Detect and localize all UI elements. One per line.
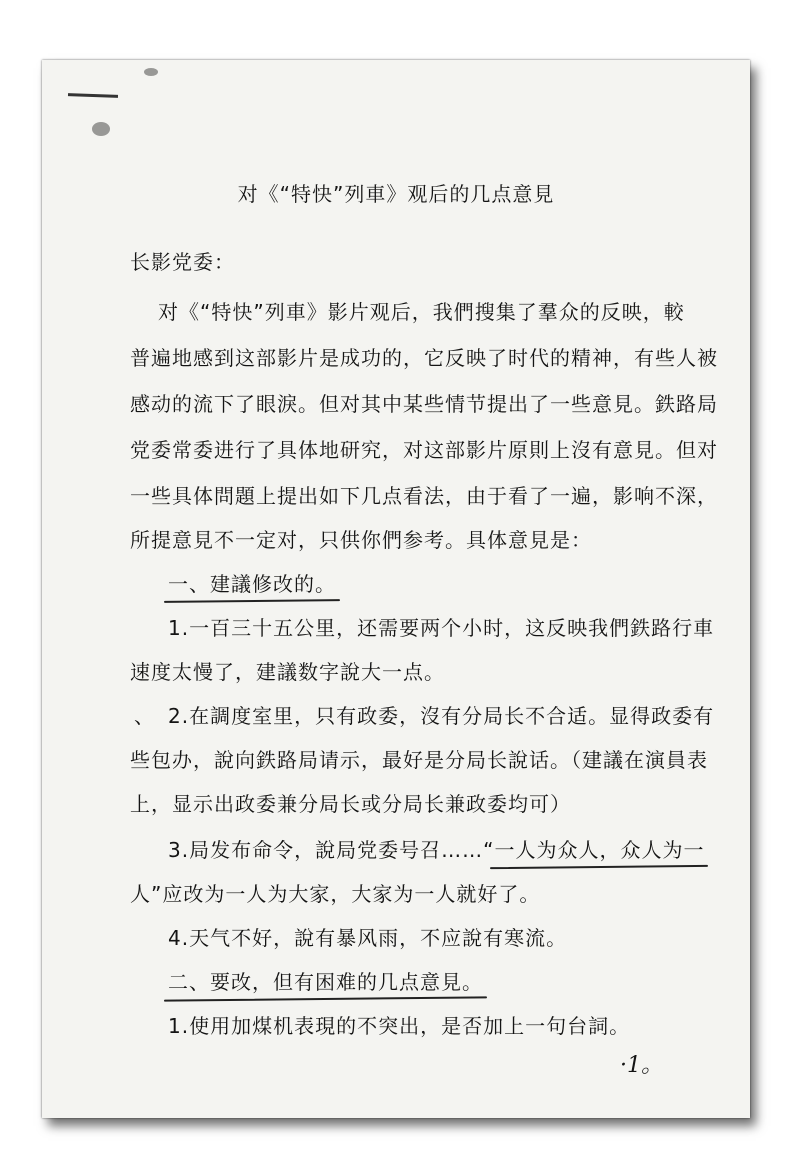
section-heading-2 xyxy=(168,966,483,995)
item-1-line: 1.一百三十五公里，还需要两个小时，这反映我們鉄路行車 xyxy=(168,616,715,640)
item-2-line: 2.在調度室里，只有政委，沒有分局长不合适。显得政委有 xyxy=(168,704,715,728)
document-page xyxy=(42,60,750,1118)
paragraph-line: 一些具体問題上提出如下几点看法，由于看了一遍，影响不深， xyxy=(130,484,718,508)
section-heading-1-text: 一、建議修改的。 xyxy=(168,572,336,596)
page-number: ·1。 xyxy=(620,1053,663,1078)
item-4-line: 4.天气不好，說有暴风雨，不应說有寒流。 xyxy=(168,926,568,950)
paragraph-line: 对《“特快”列車》影片观后，我們搜集了羣众的反映，較 xyxy=(158,300,685,324)
salutation: 长影党委： xyxy=(130,250,235,274)
paragraph-line: 感动的流下了眼淚。但对其中某些情节提出了一些意見。鉄路局 xyxy=(130,392,718,416)
paragraph-line: 普遍地感到这部影片是成功的，它反映了时代的精神，有些人被 xyxy=(130,346,718,370)
item-1-line: 速度太慢了，建議数字說大一点。 xyxy=(130,660,445,684)
section-2-item-1: 1.使用加煤机表現的不突出，是否加上一句台詞。 xyxy=(168,1014,631,1038)
corner-pen-mark xyxy=(68,93,118,98)
section-heading-2-text: 二、要改，但有困难的几点意見。 xyxy=(168,970,483,994)
item-3-line: 人”应改为一人为大家，大家为一人就好了。 xyxy=(130,882,541,906)
ink-blot xyxy=(144,68,158,76)
document-title: 对《“特快”列車》观后的几点意見 xyxy=(237,182,555,206)
stray-mark: 、 xyxy=(134,704,155,728)
item-3-underlined: 一人为众人，众人为一 xyxy=(494,838,705,862)
item-3-line xyxy=(168,834,704,863)
paragraph-line: 党委常委进行了具体地研究，对这部影片原則上沒有意見。但对 xyxy=(130,438,718,462)
section-heading-1 xyxy=(168,568,336,597)
item-3-start: 3.局发布命令，說局党委号召……“ xyxy=(168,838,495,862)
ink-blot xyxy=(92,122,110,136)
item-2-line: 上，显示出政委兼分局长或分局长兼政委均可） xyxy=(130,792,571,816)
paragraph-line: 所提意見不一定对，只供你們参考。具体意見是： xyxy=(130,528,592,552)
item-2-line: 些包办，說向鉄路局请示，最好是分局长說话。（建議在演員表 xyxy=(130,748,708,772)
